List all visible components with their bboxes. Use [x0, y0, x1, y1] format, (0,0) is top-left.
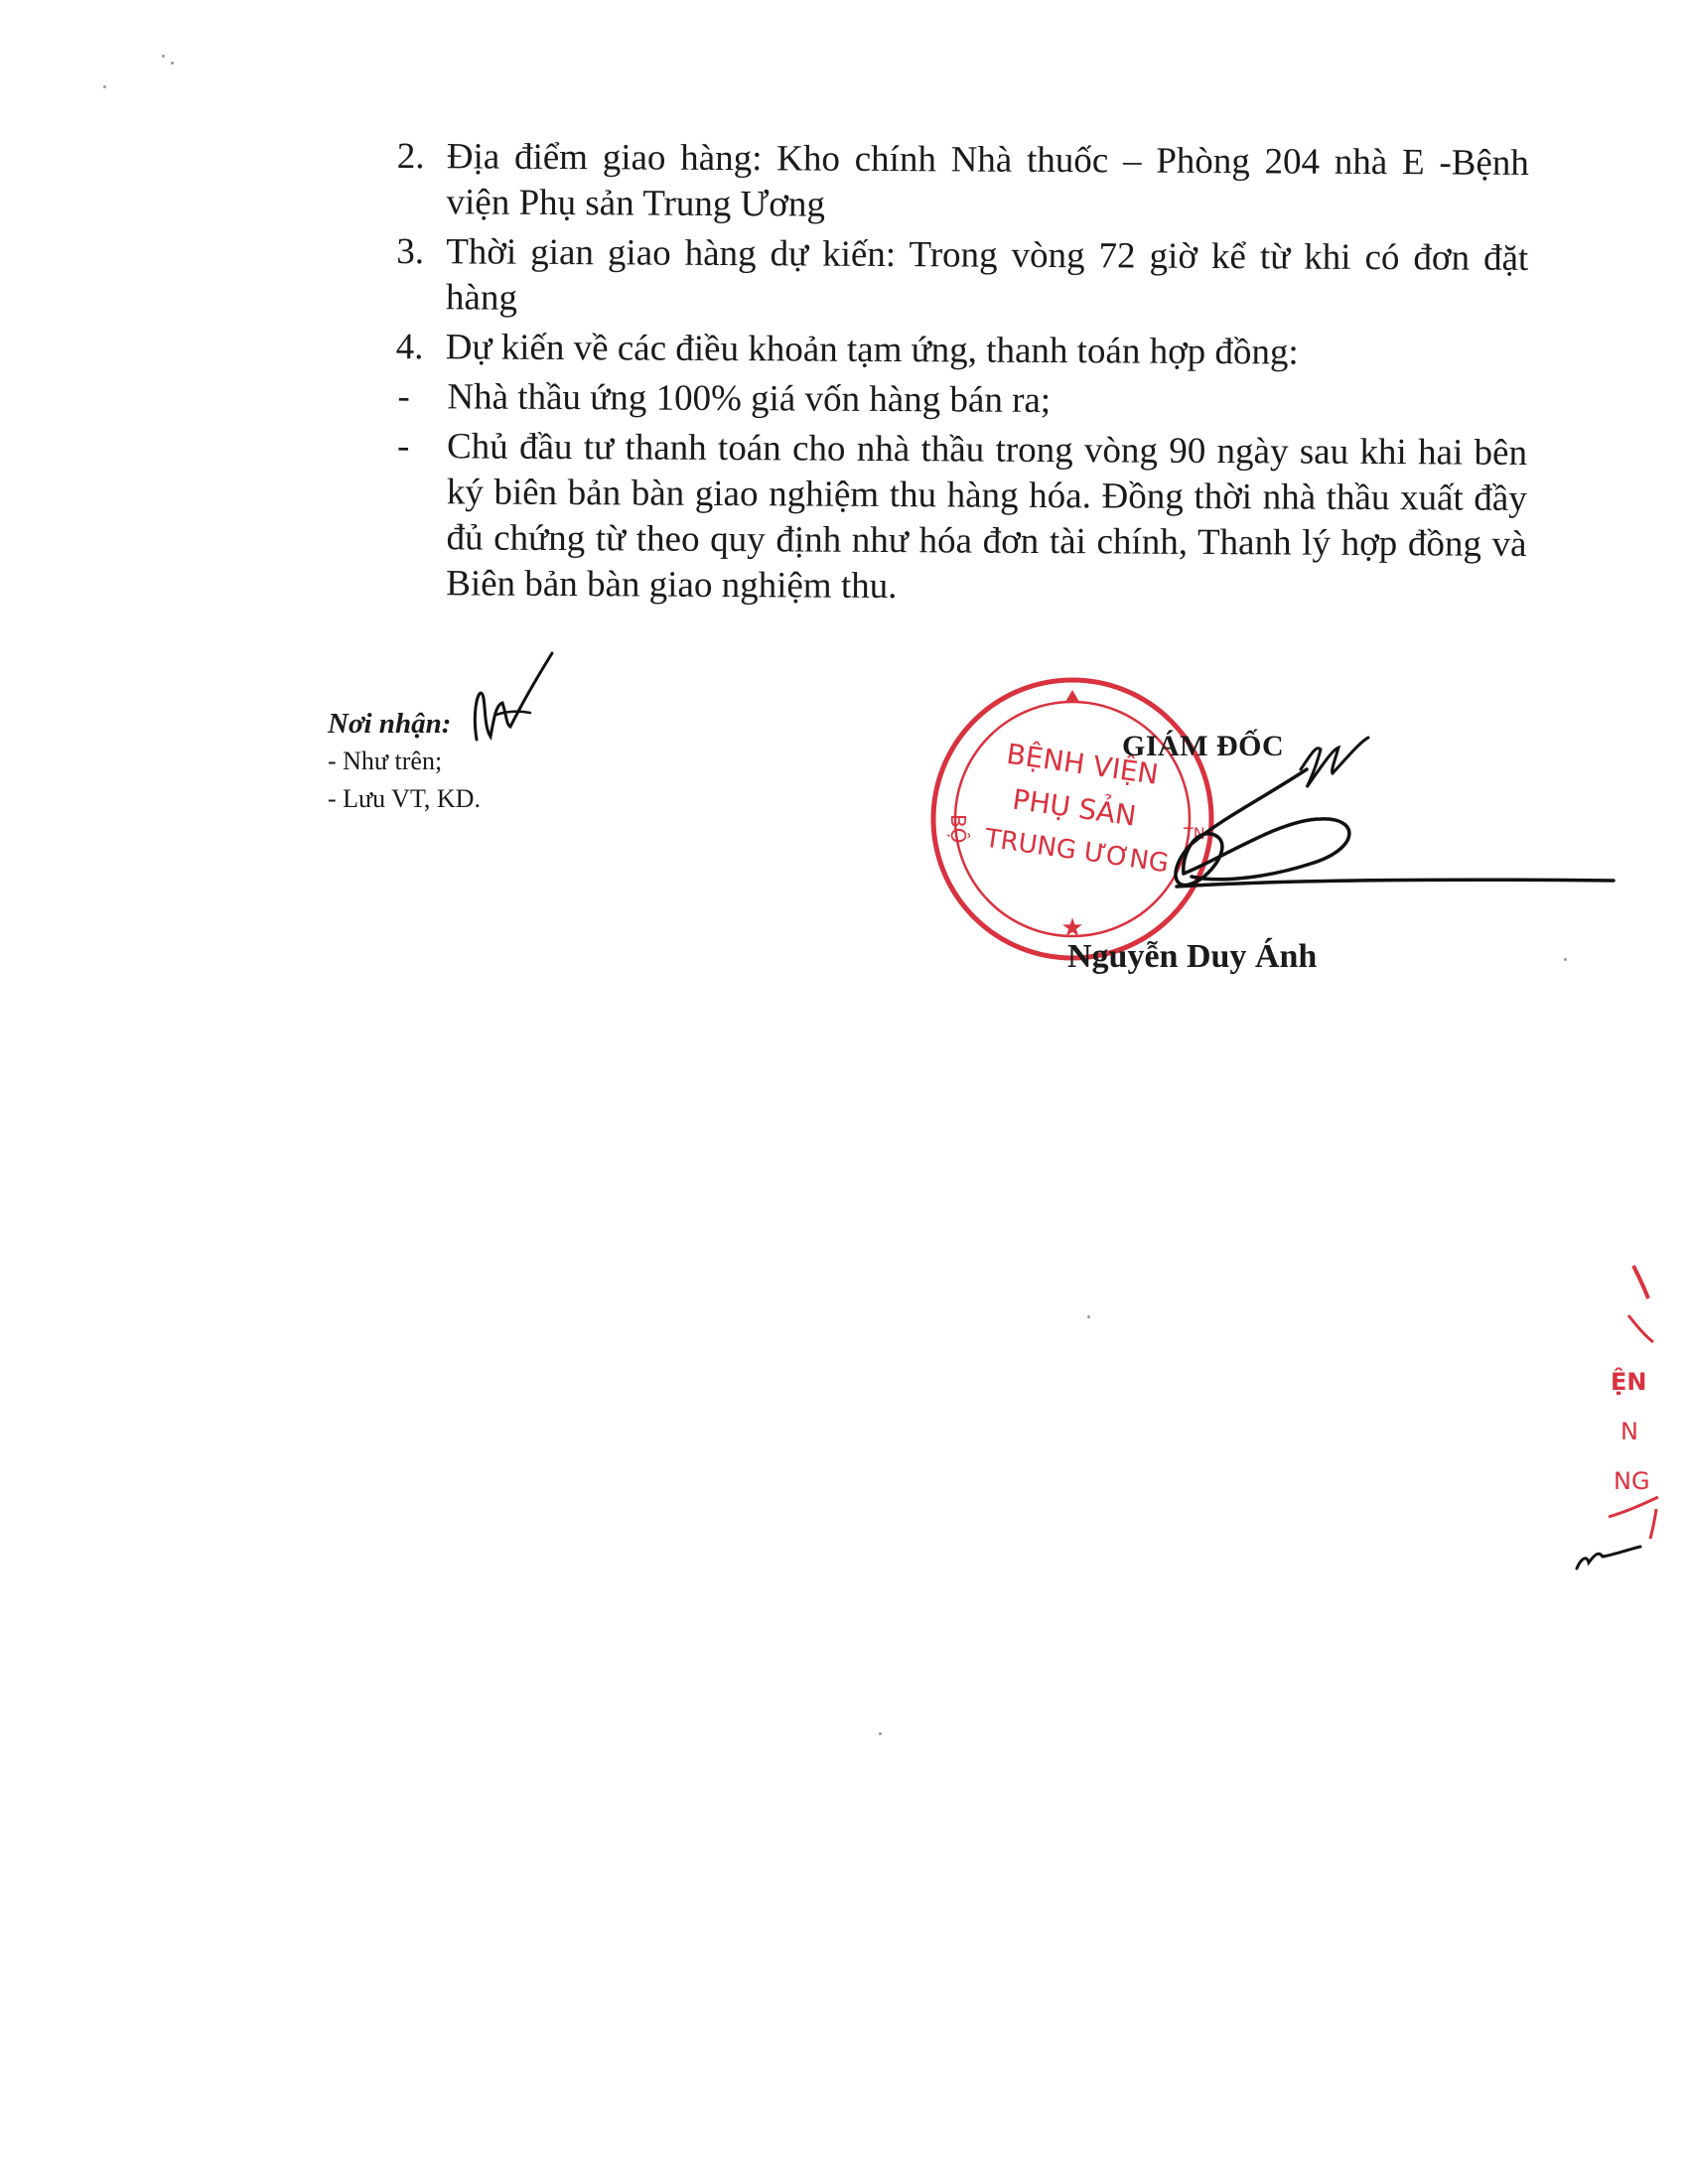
item-number: 3.: [396, 230, 425, 273]
list-item: [396, 229, 1529, 328]
stamp-left-text: BỘ: [946, 814, 970, 844]
item-text: Địa điểm giao hàng: Kho chính Nhà thuốc – Phòng 204 nhà E -Bệnh viện Phụ sản Trung Ương: [446, 136, 1529, 225]
bullet-text: Nhà thầu ứng 100% giá vốn hàng bán ra;: [447, 376, 1052, 422]
bullet-marker: -: [397, 376, 410, 418]
svg-text:★: ★: [1060, 913, 1084, 943]
seal-fragment: ỆN: [1611, 1368, 1647, 1396]
initials-signature: [467, 645, 556, 754]
list-item: [396, 134, 1529, 232]
seal-fragment: NG: [1614, 1467, 1650, 1495]
scan-speck: [1087, 1315, 1090, 1318]
scan-speck: [162, 55, 165, 58]
item-number: 4.: [395, 326, 424, 368]
signature-title: GIÁM ĐỐC: [1122, 730, 1285, 762]
list-item: [396, 325, 1528, 377]
scan-speck: [1564, 958, 1567, 961]
bullet-marker: -: [396, 426, 410, 468]
scan-speck: [879, 1732, 882, 1735]
stamp-bottom-text: TRUNG ƯƠNG: [982, 823, 1171, 880]
signatory-name: Nguyễn Duy Ánh: [1067, 938, 1318, 975]
body-text: [394, 134, 1529, 617]
stamp-middle-text: PHỤ SẢN: [1010, 782, 1139, 833]
recipients-block: [328, 705, 481, 818]
recipient-line: - Như trên;: [328, 747, 443, 775]
item-text: Thời gian giao hàng dự kiến: Trong vòng 72 giờ kể từ khi có đơn đặt hàng: [445, 231, 1529, 319]
scan-speck: [171, 62, 174, 65]
recipient-line: - Lưu VT, KD.: [328, 784, 481, 813]
bullet-text: Chủ đầu tư thanh toán cho nhà thầu trong vòng 90 ngày sau khi hai bên ký biên bản bàn giao nghiệm thu hàng hóa. Đồng thời nhà thầu xuất đầy đủ chứng từ theo quy định như hóa đơn tài chính, Thanh lý hợp đồng và Biên bản bàn giao nghiệm thu.: [446, 426, 1528, 608]
stamp-right-text: TN: [1184, 824, 1205, 843]
recipients-title: Nơi nhận:: [328, 708, 452, 740]
seal-fragment: N: [1620, 1418, 1638, 1445]
partial-seal-edge: [1559, 1261, 1688, 1588]
director-signature: [1072, 710, 1618, 908]
bullet-item: [395, 374, 1527, 427]
scan-speck: [103, 85, 106, 88]
stamp-top-text: BỆNH VIỆN: [1004, 737, 1161, 791]
item-text: Dự kiến về các điều khoản tạm ứng, thanh toán hợp đồng:: [445, 327, 1299, 373]
item-number: 2.: [396, 135, 425, 178]
bullet-item: [394, 424, 1527, 614]
